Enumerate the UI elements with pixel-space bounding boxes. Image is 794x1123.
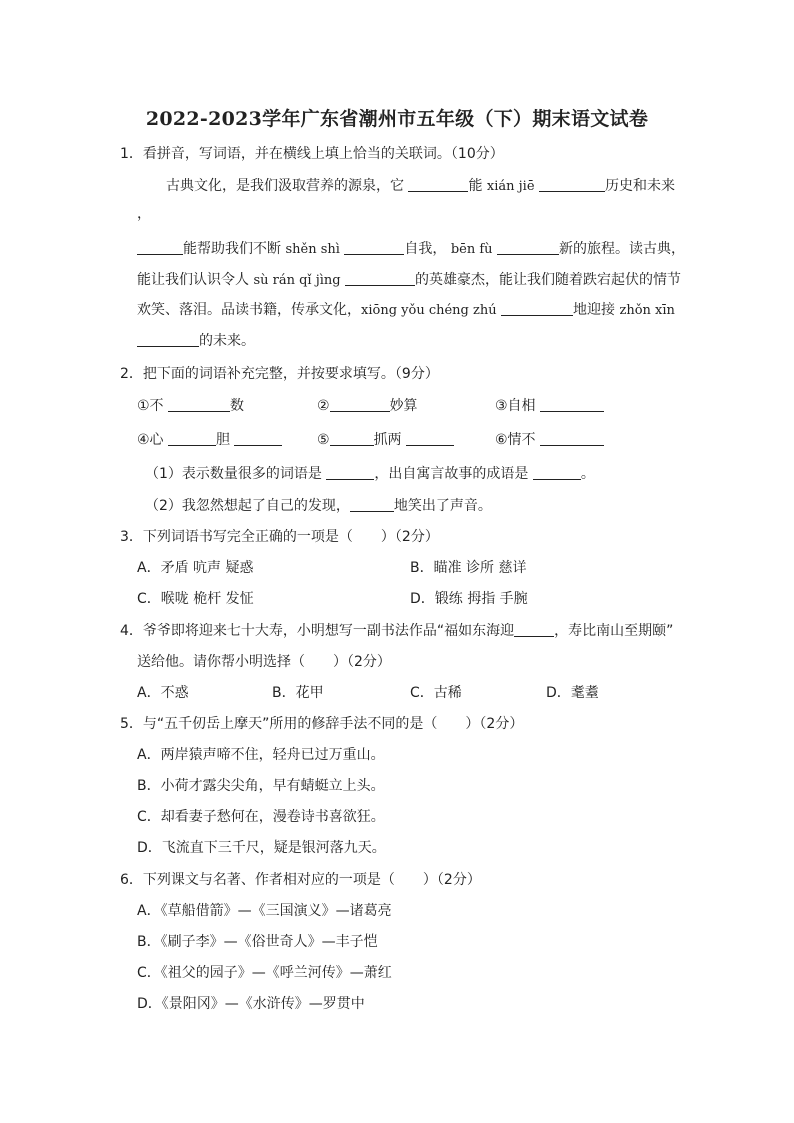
q4-stem-text: ，寿比南山至期颐” (554, 623, 674, 639)
q1-text: 的英雄豪杰，能让我们随着跌宕起伏的情节 (415, 272, 682, 288)
q5-option-d[interactable]: D．飞流直下三千尺，疑是银河落九天。 (137, 840, 386, 856)
q2-sub-text: 。 (580, 466, 595, 482)
q1-line3 (137, 270, 681, 291)
pinyin: sù rán qǐ jìng (253, 273, 341, 288)
q2-item-4 (137, 430, 282, 450)
answer-blank[interactable] (168, 431, 216, 446)
answer-blank[interactable] (539, 177, 605, 192)
answer-blank[interactable] (344, 240, 404, 255)
q2-sub2 (145, 496, 492, 516)
answer-blank[interactable] (501, 301, 573, 316)
q4-option-c[interactable]: C．古稀 (410, 685, 462, 701)
pinyin: xiōng yǒu chéng zhú (361, 303, 497, 318)
pinyin: xián jiē (486, 179, 535, 194)
q1-text: 古典文化，是我们汲取营养的源泉，它 (166, 178, 409, 194)
q2-item-text: 数 (230, 398, 245, 414)
q2-item-3 (495, 396, 604, 416)
q2-stem: 2．把下面的词语补充完整，并按要求填写。（9分） (120, 366, 439, 382)
answer-blank[interactable] (330, 397, 390, 412)
q2-item-text: ② (317, 398, 330, 414)
q2-item-text: 胆 (216, 432, 231, 448)
q4-option-b[interactable]: B．花甲 (272, 685, 324, 701)
q5-stem: 5．与“五千仞岳上摩天”所用的修辞手法不同的是（ ）（2分） (120, 716, 524, 732)
pinyin: bēn fù (450, 242, 493, 257)
q1-text: 能 (468, 178, 483, 194)
q1-text: 新的旅程。读古典， (558, 241, 685, 257)
q2-item-text: 妙算 (389, 398, 418, 414)
pinyin: zhǒn xīn (619, 303, 675, 318)
q3-option-d[interactable]: D．锻练 拇指 手腕 (410, 591, 528, 607)
q1-text: 欢笑、落泪。品读书籍，传承文化， (137, 302, 361, 318)
q2-item-text: ④心 (137, 432, 164, 448)
q6-option-c[interactable]: C．《祖父的园子》—《呼兰河传》—萧红 (137, 965, 392, 981)
q2-item-5 (317, 430, 454, 450)
q1-text: 地迎接 (573, 302, 616, 318)
q2-item-text: ③自相 (495, 398, 536, 414)
answer-blank[interactable] (406, 431, 454, 446)
q5-option-c[interactable]: C．却看妻子愁何在，漫卷诗书喜欲狂。 (137, 809, 385, 825)
q4-stem-text: 4．爷爷即将迎来七十大寿，小明想写一副书法作品“福如东海迎 (120, 623, 515, 639)
q2-item-text: ⑤ (317, 432, 330, 448)
q2-item-text: 抓两 (373, 432, 402, 448)
q1-stem: 1．看拼音，写词语，并在横线上填上恰当的关联词。（10分） (120, 146, 504, 162)
q1-text: 能帮助我们不断 (183, 241, 281, 257)
q6-option-a[interactable]: A．《草船借箭》—《三国演义》—诸葛亮 (137, 903, 392, 919)
answer-blank[interactable] (497, 240, 559, 255)
answer-blank[interactable] (137, 332, 199, 347)
q2-item-2 (317, 396, 418, 416)
q5-option-a[interactable]: A．两岸猿声啼不住，轻舟已过万重山。 (137, 747, 385, 763)
q1-text: 历史和未来 (605, 178, 675, 194)
q6-option-b[interactable]: B．《刷子李》—《俗世奇人》—丰子恺 (137, 934, 378, 950)
q1-text: 自我， (404, 241, 447, 257)
answer-blank[interactable] (540, 397, 604, 412)
q2-item-6 (495, 430, 604, 450)
q1-text: 的未来。 (199, 333, 255, 349)
q6-option-d[interactable]: D．《景阳冈》—《水浒传》—罗贯中 (137, 996, 365, 1012)
answer-blank[interactable] (350, 497, 394, 512)
q2-sub-text: ，出自寓言故事的成语是 (374, 466, 529, 482)
q1-text: 能让我们认识令人 (137, 272, 249, 288)
q1-line1 (166, 176, 675, 197)
q2-sub1 (145, 464, 595, 484)
answer-blank[interactable] (345, 271, 415, 286)
q2-sub-text: （2）我忽然想起了自己的发现， (145, 498, 350, 514)
q1-line5 (137, 331, 255, 351)
q2-item-text: ⑥情不 (495, 432, 536, 448)
q2-sub-text: 地笑出了声音。 (393, 498, 492, 514)
q2-item-text: ①不 (137, 398, 164, 414)
q3-option-b[interactable]: B．瞄准 诊所 慈详 (410, 560, 527, 576)
q1-comma: ， (137, 206, 151, 222)
q3-stem: 3．下列词语书写完全正确的一项是（ ）（2分） (120, 529, 439, 545)
q4-stem-2: 送给他。请你帮小明选择（ ）（2分） (137, 654, 391, 670)
answer-blank[interactable] (540, 431, 604, 446)
q5-option-b[interactable]: B．小荷才露尖尖角，早有蜻蜓立上头。 (137, 778, 385, 794)
q3-option-c[interactable]: C．喉咙 桅杆 发怔 (137, 591, 254, 607)
q1-line2 (137, 239, 685, 260)
q4-option-a[interactable]: A．不惑 (137, 685, 189, 701)
answer-blank[interactable] (533, 465, 581, 480)
q4-option-d[interactable]: D．耄耋 (546, 685, 599, 701)
answer-blank[interactable] (408, 177, 468, 192)
answer-blank[interactable] (326, 465, 374, 480)
answer-blank[interactable] (514, 622, 554, 637)
exam-title: 2022-2023学年广东省潮州市五年级（下）期末语文试卷 (145, 108, 649, 130)
answer-blank[interactable] (330, 431, 374, 446)
q2-sub-text: （1）表示数量很多的词语是 (145, 466, 322, 482)
answer-blank[interactable] (234, 431, 282, 446)
q1-line4 (137, 300, 675, 321)
q6-stem: 6．下列课文与名著、作者相对应的一项是（ ）（2分） (120, 872, 481, 888)
pinyin: shěn shì (285, 242, 340, 257)
q3-option-a[interactable]: A．矛盾 吭声 疑惑 (137, 560, 254, 576)
answer-blank[interactable] (168, 397, 230, 412)
q4-stem (120, 621, 673, 641)
q2-item-1 (137, 396, 244, 416)
answer-blank[interactable] (137, 240, 183, 255)
